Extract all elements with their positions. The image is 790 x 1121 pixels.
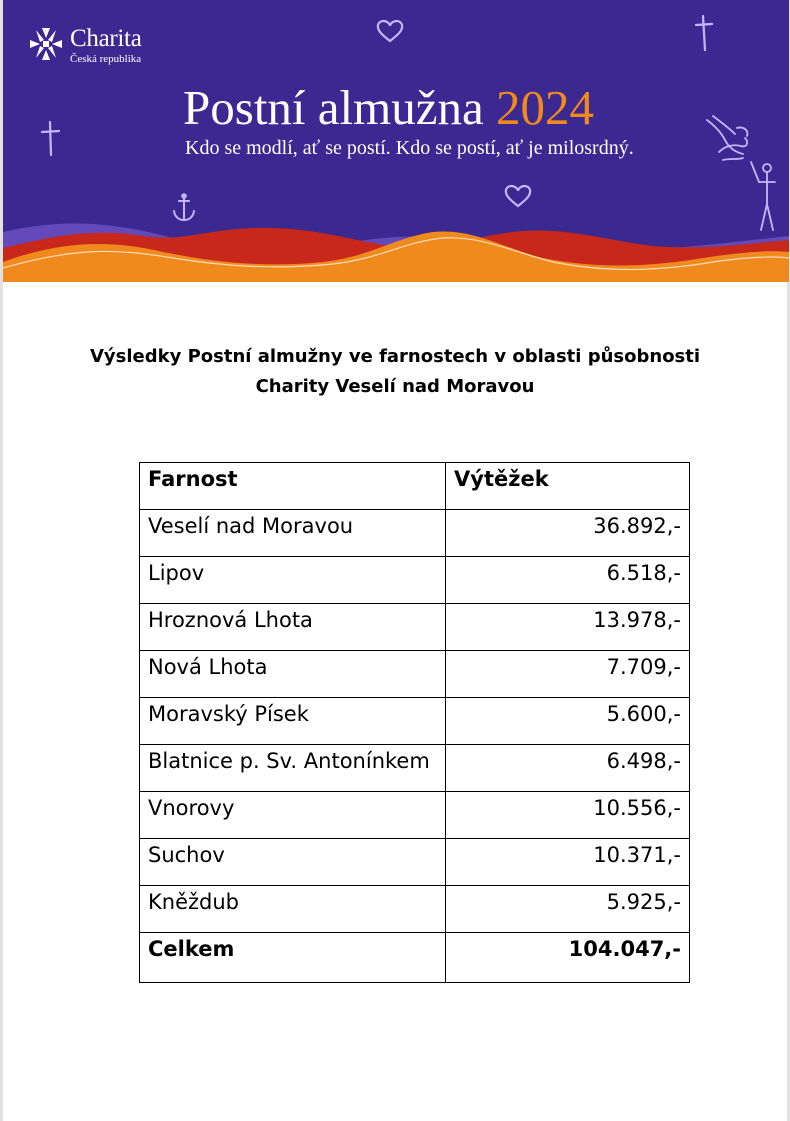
table-row xyxy=(140,698,690,745)
column-header-parish: Farnost xyxy=(140,463,446,510)
heart-icon xyxy=(503,183,533,209)
charita-cross-icon xyxy=(28,26,64,62)
table-row xyxy=(140,745,690,792)
results-heading-line1: Výsledky Postní almužny ve farnostech v oblasti působnosti xyxy=(89,346,701,367)
campaign-title-text: Postní almužna xyxy=(183,80,484,135)
cross-icon xyxy=(39,120,61,158)
logo-name: Charita xyxy=(70,25,142,52)
parish-name: Lipov xyxy=(140,557,446,604)
proceeds-amount: 13.978,- xyxy=(446,604,690,651)
proceeds-amount: 7.709,- xyxy=(446,651,690,698)
table-row xyxy=(140,886,690,933)
parish-name: Kněždub xyxy=(140,886,446,933)
total-label: Celkem xyxy=(140,933,446,983)
table-row xyxy=(140,792,690,839)
table-header-row xyxy=(140,463,690,510)
parish-name: Nová Lhota xyxy=(140,651,446,698)
helping-hands-illustration xyxy=(703,112,783,237)
results-heading xyxy=(0,342,790,402)
parish-name: Suchov xyxy=(140,839,446,886)
campaign-year: 2024 xyxy=(496,80,595,135)
proceeds-amount: 5.600,- xyxy=(446,698,690,745)
results-table xyxy=(139,462,690,983)
parish-name: Blatnice p. Sv. Antonínkem xyxy=(140,745,446,792)
charita-logo xyxy=(28,26,141,65)
proceeds-amount: 10.371,- xyxy=(446,839,690,886)
total-amount: 104.047,- xyxy=(446,933,690,983)
proceeds-amount: 36.892,- xyxy=(446,510,690,557)
table-row xyxy=(140,604,690,651)
table-row xyxy=(140,651,690,698)
column-header-proceeds: Výtěžek xyxy=(446,463,690,510)
proceeds-amount: 10.556,- xyxy=(446,792,690,839)
campaign-title xyxy=(183,80,594,136)
results-heading-line2: Charity Veselí nad Moravou xyxy=(255,376,535,397)
parish-name: Vnorovy xyxy=(140,792,446,839)
table-row xyxy=(140,839,690,886)
proceeds-amount: 5.925,- xyxy=(446,886,690,933)
campaign-tagline: Kdo se modlí, ať se postí. Kdo se postí, ať je milosrdný. xyxy=(185,137,634,159)
logo-subtitle: Česká republika xyxy=(70,53,142,65)
parish-name: Hroznová Lhota xyxy=(140,604,446,651)
heart-icon xyxy=(375,18,405,44)
table-row xyxy=(140,510,690,557)
campaign-banner xyxy=(3,0,789,282)
table-total-row xyxy=(140,933,690,983)
proceeds-amount: 6.518,- xyxy=(446,557,690,604)
parish-name: Moravský Písek xyxy=(140,698,446,745)
anchor-icon xyxy=(171,192,197,224)
proceeds-amount: 6.498,- xyxy=(446,745,690,792)
cross-icon xyxy=(693,14,715,52)
parish-name: Veselí nad Moravou xyxy=(140,510,446,557)
table-row xyxy=(140,557,690,604)
